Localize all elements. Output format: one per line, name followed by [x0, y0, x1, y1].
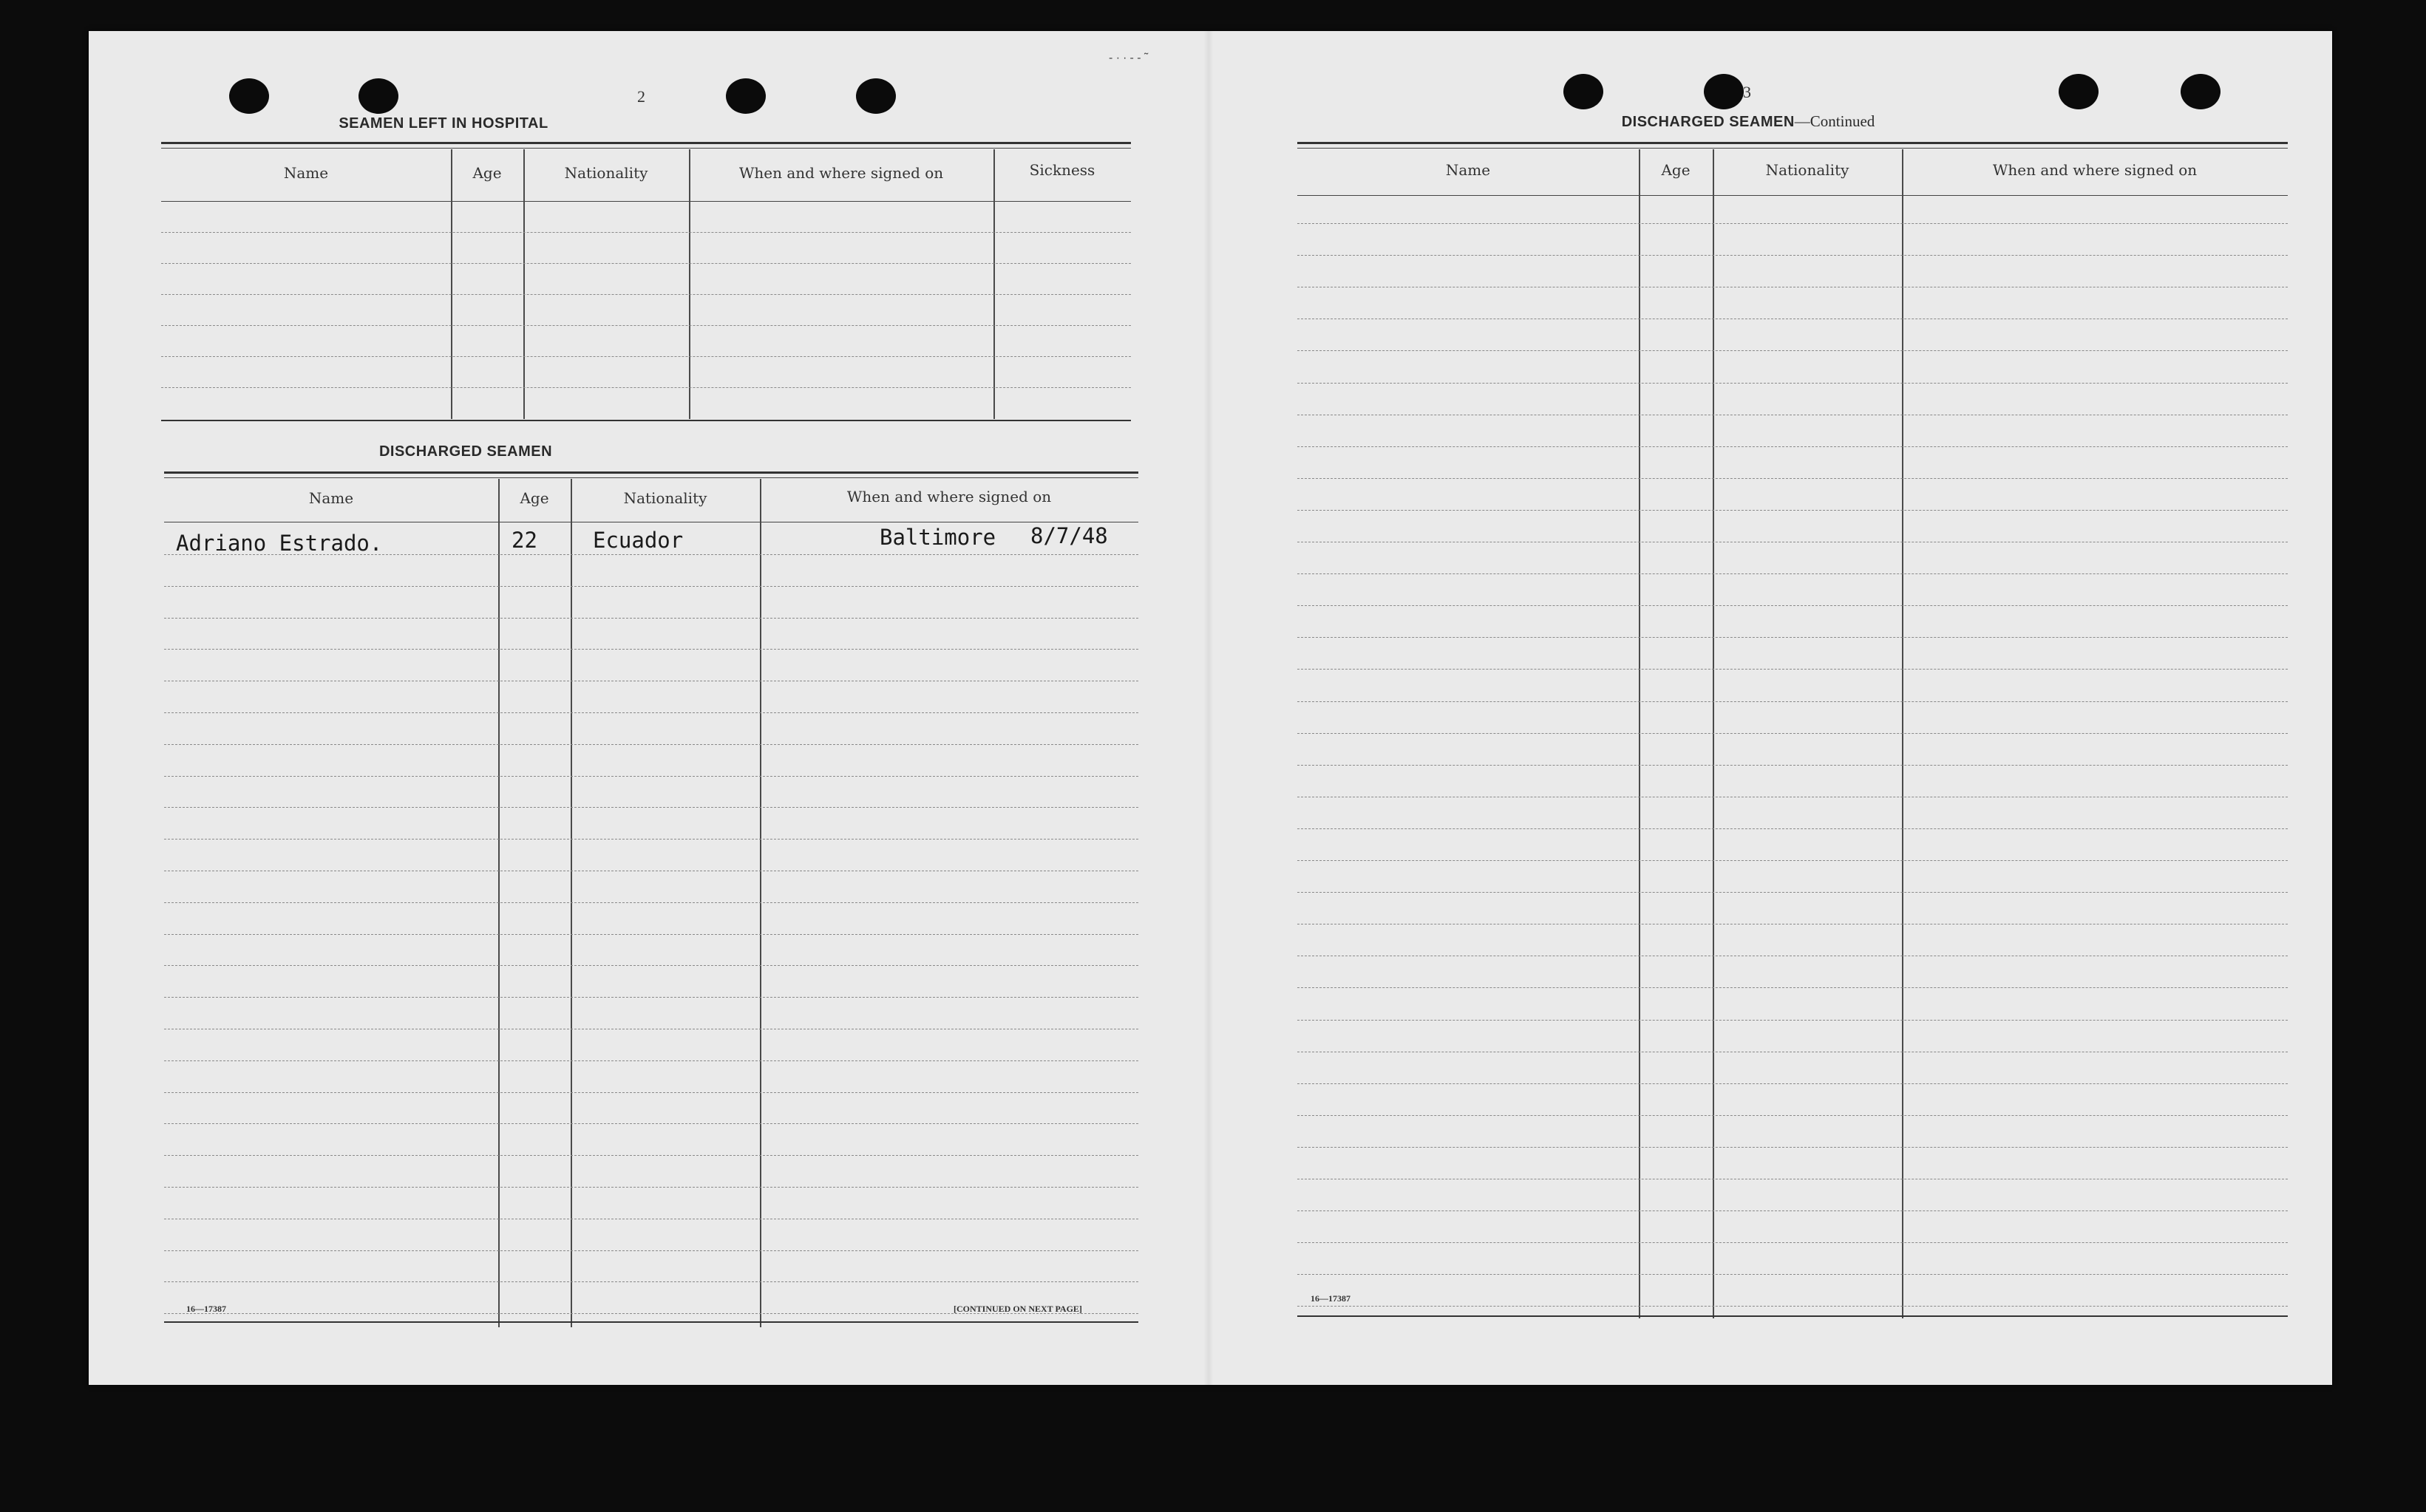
col-header-nationality: Nationality	[623, 489, 707, 507]
ruled-line	[1297, 1115, 2288, 1116]
ruled-line	[1297, 1020, 2288, 1021]
ruled-line	[164, 965, 1138, 966]
ruled-line	[161, 232, 1131, 233]
ruled-line	[161, 387, 1131, 388]
ruled-line	[161, 294, 1131, 295]
ruled-line	[164, 586, 1138, 587]
document-sheet	[89, 31, 2332, 1385]
ruled-line	[164, 554, 1138, 555]
page-number: 3	[1743, 83, 1751, 101]
ruled-line	[164, 712, 1138, 713]
ruled-line	[1297, 733, 2288, 734]
entry-name: Adriano Estrado.	[176, 531, 383, 556]
ruled-line	[161, 325, 1131, 326]
ruled-line	[164, 997, 1138, 998]
col-header-sickness: Sickness	[1029, 161, 1095, 179]
ruled-line	[164, 618, 1138, 619]
discharged-continued-title: DISCHARGED SEAMEN—Continued	[1621, 112, 1875, 130]
ruled-line	[1297, 605, 2288, 606]
ruled-line	[1297, 1274, 2288, 1275]
ruled-line	[164, 902, 1138, 903]
col-header-name: Name	[308, 489, 354, 507]
ruled-line	[1297, 1306, 2288, 1307]
ruled-line	[1297, 987, 2288, 988]
col-header-age: Age	[1661, 161, 1691, 179]
ruled-line	[1297, 1147, 2288, 1148]
ruled-line	[161, 263, 1131, 264]
col-header-signed-on: When and where signed on	[846, 488, 1052, 505]
ruled-line	[1297, 510, 2288, 511]
ruled-line	[1297, 478, 2288, 479]
ruled-line	[1297, 1083, 2288, 1084]
ruled-line	[1297, 637, 2288, 638]
ruled-line	[1297, 828, 2288, 829]
discharged-section-title: DISCHARGED SEAMEN	[378, 443, 553, 460]
ruled-line	[1297, 669, 2288, 670]
ruled-line	[1297, 255, 2288, 256]
ruled-line	[1297, 573, 2288, 574]
col-header-nationality: Nationality	[1765, 161, 1849, 179]
ruled-line	[164, 1123, 1138, 1124]
col-header-nationality: Nationality	[564, 164, 648, 182]
top-edge-mark: ‐ · ∙ ‐ ‐ ˜	[1109, 52, 1149, 64]
discharged-continued-table	[1297, 142, 2288, 1324]
form-number: 16—17387	[186, 1304, 226, 1314]
ruled-line	[164, 1060, 1138, 1061]
page-number: 2	[637, 87, 645, 106]
ruled-line	[1297, 701, 2288, 702]
col-header-age: Age	[520, 489, 549, 507]
ruled-line	[164, 1250, 1138, 1251]
entry-nationality: Ecuador	[593, 528, 684, 553]
entry-age: 22	[512, 528, 537, 553]
ruled-line	[164, 1187, 1138, 1188]
ruled-line	[1297, 446, 2288, 447]
ruled-line	[164, 807, 1138, 808]
entry-signed-on-date: 8/7/48	[1030, 523, 1108, 548]
ruled-line	[164, 776, 1138, 777]
form-number: 16—17387	[1311, 1293, 1350, 1304]
discharged-table	[164, 471, 1138, 1329]
ruled-line	[161, 356, 1131, 357]
left-page	[89, 31, 1209, 1385]
entry-signed-on-place: Baltimore	[880, 525, 996, 550]
ruled-line	[1297, 223, 2288, 224]
ruled-line	[164, 649, 1138, 650]
continued-note: [CONTINUED ON NEXT PAGE]	[954, 1304, 1082, 1314]
hospital-section-title: SEAMEN LEFT IN HOSPITAL	[339, 115, 548, 132]
ruled-line	[1297, 892, 2288, 893]
ruled-line	[164, 934, 1138, 935]
col-header-name: Name	[1445, 161, 1491, 179]
col-header-name: Name	[283, 164, 329, 182]
ruled-line	[164, 1092, 1138, 1093]
ruled-line	[164, 744, 1138, 745]
hospital-table	[161, 142, 1131, 423]
col-header-signed-on: When and where signed on	[1992, 161, 2198, 179]
col-header-signed-on: When and where signed on	[738, 164, 944, 182]
ruled-line	[1297, 765, 2288, 766]
ruled-line	[164, 839, 1138, 840]
ruled-line	[1297, 860, 2288, 861]
right-page	[1209, 31, 2332, 1385]
ruled-line	[1297, 383, 2288, 384]
ruled-line	[1297, 350, 2288, 351]
ruled-line	[164, 1155, 1138, 1156]
ruled-line	[1297, 1242, 2288, 1243]
col-header-age: Age	[472, 164, 502, 182]
ruled-line	[164, 1281, 1138, 1282]
ruled-line	[1297, 1210, 2288, 1211]
